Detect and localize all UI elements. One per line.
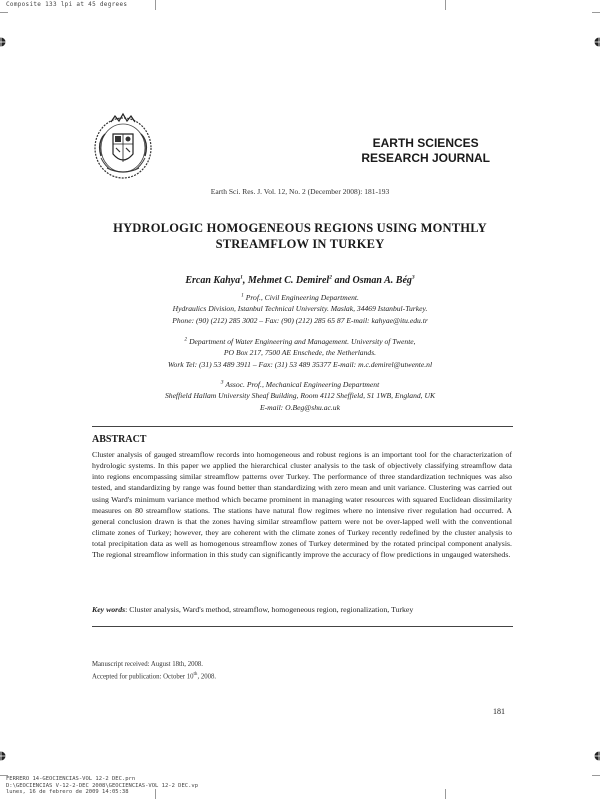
crop-mark bbox=[592, 775, 600, 776]
affiliation-mark: 1 bbox=[241, 292, 244, 299]
affiliation-mark: 3 bbox=[220, 379, 224, 386]
page-number: 181 bbox=[493, 707, 505, 716]
manuscript-accepted bbox=[92, 672, 216, 680]
journal-citation: Earth Sci. Res. J. Vol. 12, No. 2 (December 2008): 181-193 bbox=[210, 187, 390, 196]
author-list bbox=[0, 275, 600, 286]
author-name: Osman A. Bég bbox=[352, 275, 412, 286]
accepted-prefix: Accepted for publication: October 10 bbox=[92, 673, 194, 681]
journal-name-line1: EARTH SCIENCES bbox=[372, 136, 479, 150]
author-mark: 2 bbox=[329, 274, 332, 281]
keywords bbox=[92, 605, 512, 614]
crop-mark bbox=[445, 0, 446, 10]
abstract-top-rule bbox=[92, 426, 513, 427]
abstract-heading: ABSTRACT bbox=[92, 434, 147, 445]
crop-mark bbox=[155, 0, 156, 10]
abstract-bottom-rule bbox=[92, 626, 513, 627]
author-mark: 1 bbox=[240, 274, 243, 281]
abstract-text: Cluster analysis of gauged streamflow records into homogeneous and robust regions is an important tool for the characterization of hydrologic systems. In this paper we applied the hierarchical cluster analysis to the task of objectively classifying streamflow data into regions encompassing similar streamflow patterns over Turkey. The performance of three standardization techniques was also tested, and standardizing by range was found better than standardizing with zero mean and unit variance. Clustering was carried out using Ward's minimum variance method which became prominent in managing water resources with squared Euclidean dissimilarity measures on 80 streamflow stations. The stations have natural flow regimes where no intensive river regulation had occurred. A general conclusion drawn is that the zones having similar streamflow pattern were not be over-lapped well with the conventional climate zones of Turkey; however, they are coherent with the climate zones of Turkey recently redefined by the cluster analysis to total precipitation data as well as homogenous streamflow zones of Turkey determined by the rotated principal component analysis. The regional streamflow information in this study can significantly improve the accuracy of flow predictions in ungauged watersheds. bbox=[92, 450, 512, 560]
affiliation-line: E-mail: O.Beg@shu.ac.uk bbox=[260, 402, 340, 412]
article-title bbox=[80, 220, 520, 252]
author-mark: 3 bbox=[411, 274, 415, 281]
affiliation-line: Department of Water Engineering and Management. University of Twente, bbox=[189, 337, 416, 346]
keywords-text: : Cluster analysis, Ward's method, streamflow, homogeneous region, regionalization, Turkey bbox=[125, 605, 414, 614]
journal-name-line2: RESEARCH JOURNAL bbox=[361, 151, 490, 165]
printer-info-bottom bbox=[6, 776, 198, 796]
author-name: Mehmet C. Demirel bbox=[247, 275, 330, 286]
author-name: Ercan Kahya bbox=[185, 275, 241, 286]
affiliation-2 bbox=[60, 336, 540, 370]
accepted-suffix: , 2008. bbox=[197, 673, 217, 681]
printer-line: D:\GEOCIENCIAS V-12-2-DEC 2008\GEOCIENCIAS-VOL 12-2 DEC.vp bbox=[6, 782, 199, 789]
accepted-sup: th bbox=[193, 672, 198, 677]
article-title-line1: HYDROLOGIC HOMOGENEOUS REGIONS USING MONTHLY bbox=[113, 221, 487, 235]
author-separator: , bbox=[242, 275, 248, 286]
registration-mark-top-left bbox=[0, 36, 7, 48]
affiliation-line: PO Box 217, 7500 AE Enschede, the Netherlands. bbox=[223, 348, 377, 358]
crop-mark bbox=[0, 12, 8, 13]
printer-line: lunes, 16 de febrero de 2009 14:05:38 bbox=[6, 789, 129, 795]
manuscript-received: Manuscript received: August 18th, 2008. bbox=[92, 661, 203, 668]
affiliation-line: Phone: (90) (212) 285 3002 – Fax: (90) (212) 285 65 87 E-mail: kahyae@itu.edu.tr bbox=[172, 315, 428, 325]
journal-name bbox=[361, 136, 490, 166]
crop-mark bbox=[592, 12, 600, 13]
registration-mark-bottom-right bbox=[593, 750, 600, 762]
affiliation-line: Work Tel: (31) 53 489 3911 – Fax: (31) 53 489 35377 E-mail: m.c.demirel@utwente.nl bbox=[167, 359, 433, 369]
article-title-line2: STREAMFLOW IN TURKEY bbox=[215, 237, 385, 251]
affiliation-mark: 2 bbox=[184, 336, 188, 343]
affiliation-line: Prof., Civil Engineering Department. bbox=[245, 293, 359, 302]
affiliation-3 bbox=[60, 379, 540, 413]
keywords-label: Key words bbox=[92, 605, 126, 614]
registration-mark-bottom-left bbox=[0, 750, 7, 762]
printer-info-top: Composite 133 lpi at 45 degrees bbox=[6, 1, 128, 8]
printer-line: FERRERO 14-GEOCIENCIAS-VOL 12-2 DEC.prn bbox=[6, 776, 136, 782]
crop-mark bbox=[445, 789, 446, 799]
affiliation-line: Sheffield Hallam University Sheaf Building, Room 4112 Sheffield, S1 1WB, England, UK bbox=[164, 391, 436, 401]
university-seal-logo bbox=[91, 112, 155, 180]
affiliation-1 bbox=[60, 292, 540, 326]
author-and: and bbox=[331, 275, 353, 286]
affiliation-line: Assoc. Prof., Mechanical Engineering Department bbox=[225, 380, 380, 389]
affiliation-line: Hydraulics Division, Istanbul Technical University. Maslak, 34469 Istanbul-Turkey. bbox=[172, 304, 428, 314]
registration-mark-top-right bbox=[593, 36, 600, 48]
